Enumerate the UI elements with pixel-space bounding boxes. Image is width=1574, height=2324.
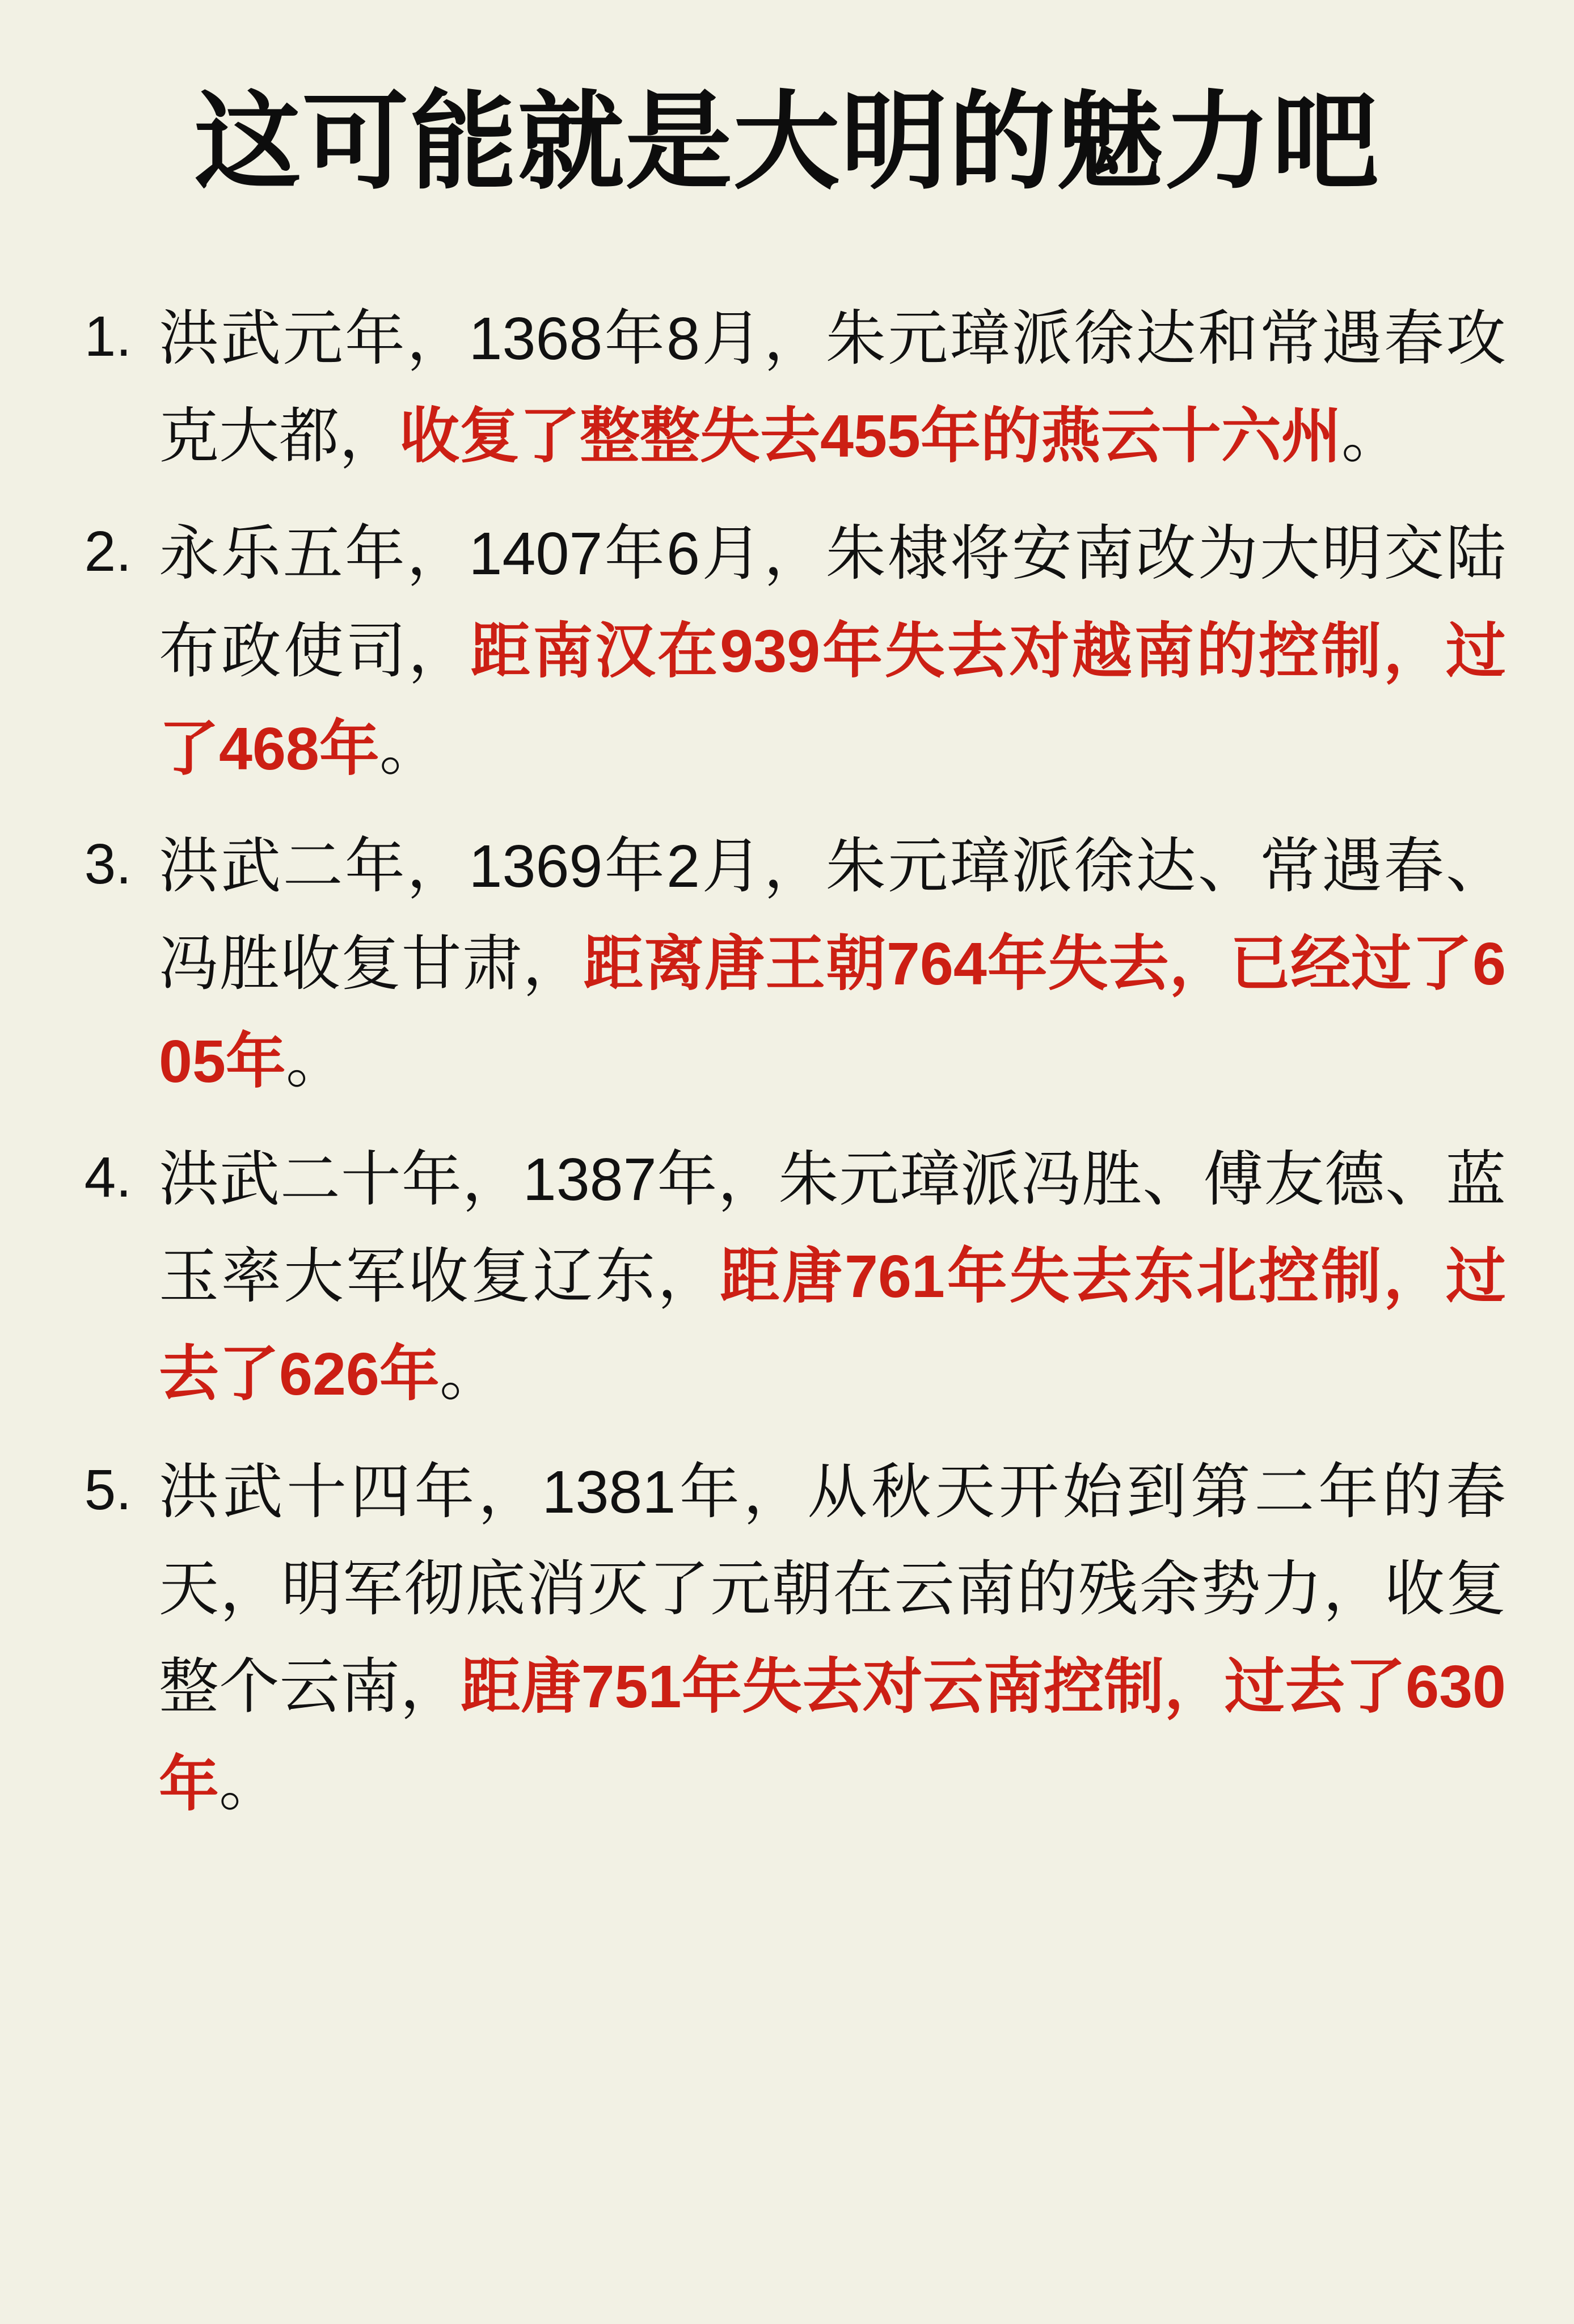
- list-item-number: 4.: [84, 1145, 132, 1209]
- list-item-number: 1.: [84, 304, 132, 368]
- list-item-body: [159, 1444, 1506, 1834]
- list-item-text-highlight: 距南汉在939年失去对越南的控制，过了468年: [159, 617, 1507, 782]
- list-item: [68, 818, 1506, 1110]
- fact-list: [68, 290, 1506, 1834]
- list-item-text-highlight: 距离唐王朝764年失去，已经过了605年: [159, 931, 1507, 1095]
- list-item-text-black: 洪武二年，1369年2月，朱元璋派徐达、常遇春、冯胜收复甘肃，: [159, 833, 1506, 998]
- list-item: [68, 1131, 1506, 1424]
- list-item-text-trailing: 。: [379, 715, 440, 782]
- list-item-text-highlight: 距唐761年失去东北控制，过去了626年: [159, 1243, 1507, 1408]
- list-item-body: [159, 818, 1506, 1110]
- list-item-body: [159, 506, 1506, 798]
- list-item-text-black: 永乐五年，1407年6月，朱棣将安南改为大明交陆布政使司，: [159, 520, 1506, 685]
- list-item-text-trailing: 。: [1341, 402, 1402, 470]
- list-item-text-trailing: 。: [439, 1341, 500, 1408]
- list-item-text-black: 洪武二十年，1387年，朱元璋派冯胜、傅友德、蓝玉率大军收复辽东，: [159, 1146, 1506, 1311]
- list-item-number: 3.: [84, 832, 132, 896]
- list-item-text-trailing: 。: [285, 1028, 346, 1095]
- list-item-text-black: 洪武元年，1368年8月，朱元璋派徐达和常遇春攻克大都，: [159, 305, 1506, 470]
- list-item: [68, 290, 1506, 485]
- list-item-text-highlight: 距唐751年失去对云南控制，过去了630年: [159, 1653, 1507, 1818]
- page-title: 这可能就是大明的魅力吧: [194, 82, 1380, 201]
- list-item-body: [159, 1131, 1506, 1424]
- list-item-number: 5.: [84, 1458, 132, 1522]
- list-item-number: 2.: [84, 520, 132, 584]
- list-item-text-highlight: 收复了整整失去455年的燕云十六州: [399, 402, 1341, 470]
- list-item: [68, 1444, 1506, 1834]
- list-item-text-trailing: 。: [219, 1750, 279, 1818]
- list-item-text-black: 洪武十四年，1381年，从秋天开始到第二年的春天，明军彻底消灭了元朝在云南的残余势力，收复整个云南，: [159, 1458, 1506, 1721]
- list-item-body: [159, 290, 1506, 485]
- list-item: [68, 506, 1506, 798]
